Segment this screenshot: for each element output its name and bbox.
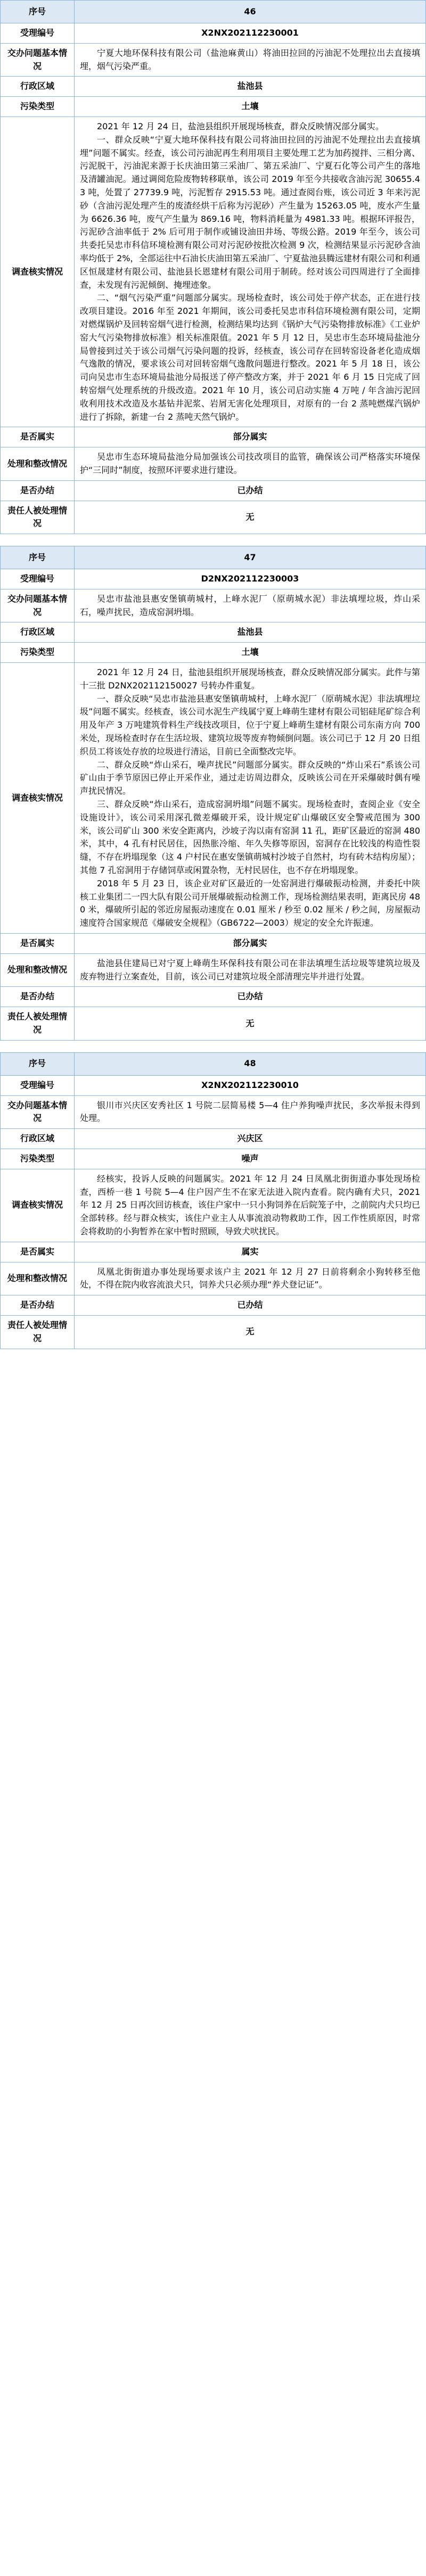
- handling-text: 凤凰北街街道办事处现场要求该户主 2021 年 12 月 27 日前将剩余小狗转移至他处，不得在院内收容流浪犬只，饲养犬只必须办理“养犬登记证”。: [80, 1266, 420, 1290]
- issue-text: 吴忠市盐池县惠安堡镇萌城村，上峰水泥厂（原萌城水泥）非法填埋垃圾，炸山采石，噪声扰民，造成窑洞坍塌。: [80, 593, 420, 617]
- investigation-value: [75, 663, 426, 934]
- type-label: 污染类型: [1, 1149, 75, 1169]
- issue-text: 银川市兴庆区安秀社区 1 号院二层简易楼 5—4 住户养狗噪声扰民，多次举报未得到处理。: [80, 1100, 420, 1124]
- table-row: [1, 622, 426, 643]
- seq-label: 序号: [1, 1, 75, 23]
- done-value: 已办结: [75, 480, 426, 501]
- table-row: [1, 663, 426, 934]
- issue-value: [75, 589, 426, 622]
- table-row: [1, 1169, 426, 1242]
- table-row: [1, 480, 426, 501]
- handling-label: 处理和整改情况: [1, 447, 75, 481]
- area-label: 行政区域: [1, 1129, 75, 1149]
- table-row: [1, 23, 426, 44]
- case-table-48: [0, 1052, 426, 1349]
- table-row: [1, 43, 426, 77]
- done-label: 是否办结: [1, 480, 75, 501]
- type-value: 噪声: [75, 1149, 426, 1169]
- table-row: [1, 589, 426, 622]
- case-table-46: [0, 0, 426, 534]
- investigation-label: 调查核实情况: [1, 1169, 75, 1242]
- handling-label: 处理和整改情况: [1, 953, 75, 987]
- table-row: [1, 1007, 426, 1041]
- area-value: 兴庆区: [75, 1129, 426, 1149]
- code-label: 受理编号: [1, 569, 75, 589]
- type-label: 污染类型: [1, 643, 75, 663]
- table-row: [1, 501, 426, 534]
- code-label: 受理编号: [1, 1075, 75, 1095]
- area-value: 盐池县: [75, 622, 426, 643]
- investigation-value: [75, 117, 426, 427]
- issue-value: [75, 43, 426, 77]
- table-row: [1, 1075, 426, 1095]
- accountability-value: 无: [75, 501, 426, 534]
- issue-label: 交办问题基本情况: [1, 43, 75, 77]
- investigation-paragraph: 一、群众反映“宁夏大地环保科技有限公司将油田拉回的污油泥不处理拉出去直接填埋”问题不属实。经查，该公司污油泥再生利用项目主要处理工艺为加药搅拌、三相分离、污泥脱干，污油泥来源于长庆油田第三采油厂、第五采油厂、宁夏石化等公司产生的落地及清罐油泥。通过调阅危险废物转移联单，该公司 2019 年至今共接收含油污泥 30655.43 吨，处置了 27739.9 吨，污泥暂存 2915.53 吨。通过查阅台账，该公司近 3 年来污泥砂（含油污泥处理产生的废渣经烘干后称为污泥砂）产生量为 15263.05 吨，废水产生量为 6626.36 吨，废气产生量为 869.16 吨，物料消耗量为 4981.33 吨。根据环评报告，污泥砂含油率低于 2% 后可用于制作或铺设油田井场、等级公路。2019 年至今，该公司共委托吴忠市科信环境检测有限公司对污泥砂按批次检测 9 次，检测结果显示污泥砂含油率均低于 2%，全部运往中石油长庆油田第五采油厂、宁夏盐池县腾远建材有限公司和利通区恒晟建材有限公司、盐池县长恩建材有限公司用于制砖。经对该公司四周进行了全面排查，未发现有污泥倾倒、掩埋迹象。: [80, 134, 420, 290]
- investigation-label: 调查核实情况: [1, 663, 75, 934]
- table-row: [1, 934, 426, 954]
- section-divider: [0, 1041, 426, 1052]
- table-row: [1, 117, 426, 427]
- handling-label: 处理和整改情况: [1, 1262, 75, 1295]
- code-label: 受理编号: [1, 23, 75, 44]
- done-label: 是否办结: [1, 1295, 75, 1316]
- done-value: 已办结: [75, 987, 426, 1007]
- table-row: [1, 1129, 426, 1149]
- issue-label: 交办问题基本情况: [1, 1095, 75, 1129]
- table-row: [1, 987, 426, 1007]
- investigation-paragraph: 2021 年 12 月 24 日，盐池县组织开展现场核查，群众反映情况部分属实。此件与第十三批 D2NX202112150027 号转办件重复。: [80, 667, 420, 691]
- table-row: [1, 1, 426, 23]
- table-row: [1, 97, 426, 117]
- table-row: [1, 447, 426, 481]
- done-label: 是否办结: [1, 987, 75, 1007]
- done-value: 已办结: [75, 1295, 426, 1316]
- investigation-paragraph: 二、“烟气污染严重”问题部分属实。现场检查时，该公司处于停产状态，正在进行技改项目建设。2016 年至 2021 年期间，该公司委托吴忠市科信环境检测有限公司，定期对燃煤锅炉及回转窑烟气进行检测，检测结果均达到《锅炉大气污染物排放标准》《工业炉窑大气污染物排放标准》相关标准限值。2021 年 5 月 12 日，吴忠市生态环境局盐池分局曾接到过关于该公司烟气污染问题的投诉，经核查，该公司存在回转窑设备老化造成烟气逸散的情况，要求该公司对回转窑烟气逸散问题进行整改。2021 年 5 月 18 日，该公司向吴忠市生态环境局盐池分局报送了停产整改方案，并于 2021 年 6 月 15 日完成了回转窑烟气处理系统的升级改造。2021 年 10 月，该公司启动实施 4 万吨 / 年含油污泥回收利用技术改造及水基钻井泥浆、岩屑无害化处理项目，对原有的一台 2 蒸吨燃煤汽锅炉进行了拆除，新建一台 2 蒸吨天然气锅炉。: [80, 293, 420, 422]
- seq-label: 序号: [1, 546, 75, 569]
- investigation-label: 调查核实情况: [1, 117, 75, 427]
- table-row: [1, 1052, 426, 1075]
- table-row: [1, 546, 426, 569]
- verdict-value: 部分属实: [75, 934, 426, 954]
- issue-label: 交办问题基本情况: [1, 589, 75, 622]
- area-value: 盐池县: [75, 77, 426, 97]
- accountability-label: 责任人被处理情况: [1, 501, 75, 534]
- handling-text: 吴忠市生态环境局盐池分局加强该公司技改项目的监管，确保该公司严格落实环境保护“三同时”制度，按照环评要求进行建设。: [80, 452, 420, 475]
- case-table-47: [0, 546, 426, 1041]
- code-value: D2NX202112230003: [75, 569, 426, 589]
- table-row: [1, 643, 426, 663]
- handling-value: [75, 1262, 426, 1295]
- type-value: 土壤: [75, 643, 426, 663]
- handling-value: [75, 447, 426, 481]
- seq-value: 47: [75, 546, 426, 569]
- table-row: [1, 1262, 426, 1295]
- table-row: [1, 1315, 426, 1349]
- investigation-value: [75, 1169, 426, 1242]
- table-row: [1, 953, 426, 987]
- table-row: [1, 1295, 426, 1316]
- table-row: [1, 1242, 426, 1262]
- table-row: [1, 427, 426, 447]
- table-row: [1, 77, 426, 97]
- code-value: X2NX202112230001: [75, 23, 426, 44]
- verdict-value: 属实: [75, 1242, 426, 1262]
- accountability-value: 无: [75, 1007, 426, 1041]
- type-label: 污染类型: [1, 97, 75, 117]
- handling-value: [75, 953, 426, 987]
- type-value: 土壤: [75, 97, 426, 117]
- accountability-label: 责任人被处理情况: [1, 1007, 75, 1041]
- table-row: [1, 1149, 426, 1169]
- verdict-label: 是否属实: [1, 934, 75, 954]
- investigation-paragraph: 一、群众反映“吴忠市盐池县惠安堡镇萌城村，上峰水泥厂（原萌城水泥）非法填埋垃圾”问题不属实。经核查，该公司水泥生产线属宁夏上峰萌生建材有限公司铝硅尾矿综合利用及年产 3 万吨建筑骨料生产线技改项目，位于宁夏上峰萌生建材有限公司东南方向 700 米处，现场检查时存在生活垃圾、建筑垃圾等废弃物倾倒问题。该公司已于 12 月 20 日组织员工将该处存放的垃圾进行清运，目前已全面整改完毕。: [80, 693, 420, 757]
- investigation-paragraph: 三、群众反映“炸山采石，造成窑洞坍塌”问题不属实。现场检查时，查阅企业《安全设施设计》，该公司采用深孔微差爆破开采，设计规定矿山爆破区安全警戒范围为 300 米，该公司矿山 300 米安全距离内，沙坡子沟以南有窑洞 11 孔，距矿区最近的窑洞 480 米，其中，4 孔有村民居住，因热胀冷缩、年久失修等原因，窑洞存在比较浅的构造性裂缝，不存在坍塌现象（这 4 户村民在惠安堡镇萌城村沙坡子自然村，均有砖木结构房屋）；其他 7 孔窑洞用于存储饲草或闲置杂物，无村民居住，也不存在坍塌现象。: [80, 799, 420, 876]
- investigation-paragraph: 2021 年 12 月 24 日，盐池县组织开展现场核查，群众反映情况部分属实。: [97, 121, 384, 131]
- verdict-value: 部分属实: [75, 427, 426, 447]
- table-row: [1, 569, 426, 589]
- issue-text: 宁夏大地环保科技有限公司（盐池麻黄山）将油田拉回的污油泥不处理拉出去直接填埋，烟气污染严重。: [80, 47, 420, 71]
- seq-value: 46: [75, 1, 426, 23]
- investigation-paragraph: 二、群众反映“炸山采石，噪声扰民”问题部分属实。群众反映的“炸山采石”系该公司矿山由于季节原因已停止开采作业，通过走访周边群众，反映该公司在开采爆破时偶有噪声扰民情况。: [80, 759, 420, 796]
- investigation-paragraph: 2018 年 5 月 23 日，该企业对矿区最近的一处窑洞进行爆破振动检测，并委托中陕核工业集团二一四大队有限公司开展爆破振动检测工作，现场检测结果表明，距离民房 480 米，爆破所引起的邻近房屋振动速度在 0.01 厘米 / 秒至 0.02 厘米 / 秒之间，房屋振动速度符合国家规范《爆破安全规程》（GB6722—2003）规定的安全允许振速。: [80, 878, 420, 928]
- verdict-label: 是否属实: [1, 1242, 75, 1262]
- seq-value: 48: [75, 1052, 426, 1075]
- area-label: 行政区域: [1, 622, 75, 643]
- seq-label: 序号: [1, 1052, 75, 1075]
- section-divider: [0, 534, 426, 546]
- code-value: X2NX202112230010: [75, 1075, 426, 1095]
- accountability-value: 无: [75, 1315, 426, 1349]
- verdict-label: 是否属实: [1, 427, 75, 447]
- accountability-label: 责任人被处理情况: [1, 1315, 75, 1349]
- issue-value: [75, 1095, 426, 1129]
- investigation-paragraph: 经核实，投诉人反映的问题属实。2021 年 12 月 24 日凤凰北街街道办事处现场检查，西桥一巷 1 号院 5—4 住户因产生不在家无法进入院内查看。院内确有犬只，2021 年 12 月 25 日再次回访核查，该住户家中一只小狗饲养在后院笼子中，之前院内犬只均已全部转移。经与群众核实，该住户业主人从事流浪动物救助工作，因工作性质原因，时常会将救助的小狗暂养在家中暂时照顾，导致犬吠扰民。: [80, 1173, 420, 1236]
- table-row: [1, 1095, 426, 1129]
- handling-text: 盐池县住建局已对宁夏上峰萌生环保科技有限公司在非法填埋生活垃圾等建筑垃圾及废弃物进行立案查处，目前，该公司已对建筑垃圾全部清理完毕并进行处置。: [80, 958, 420, 982]
- area-label: 行政区域: [1, 77, 75, 97]
